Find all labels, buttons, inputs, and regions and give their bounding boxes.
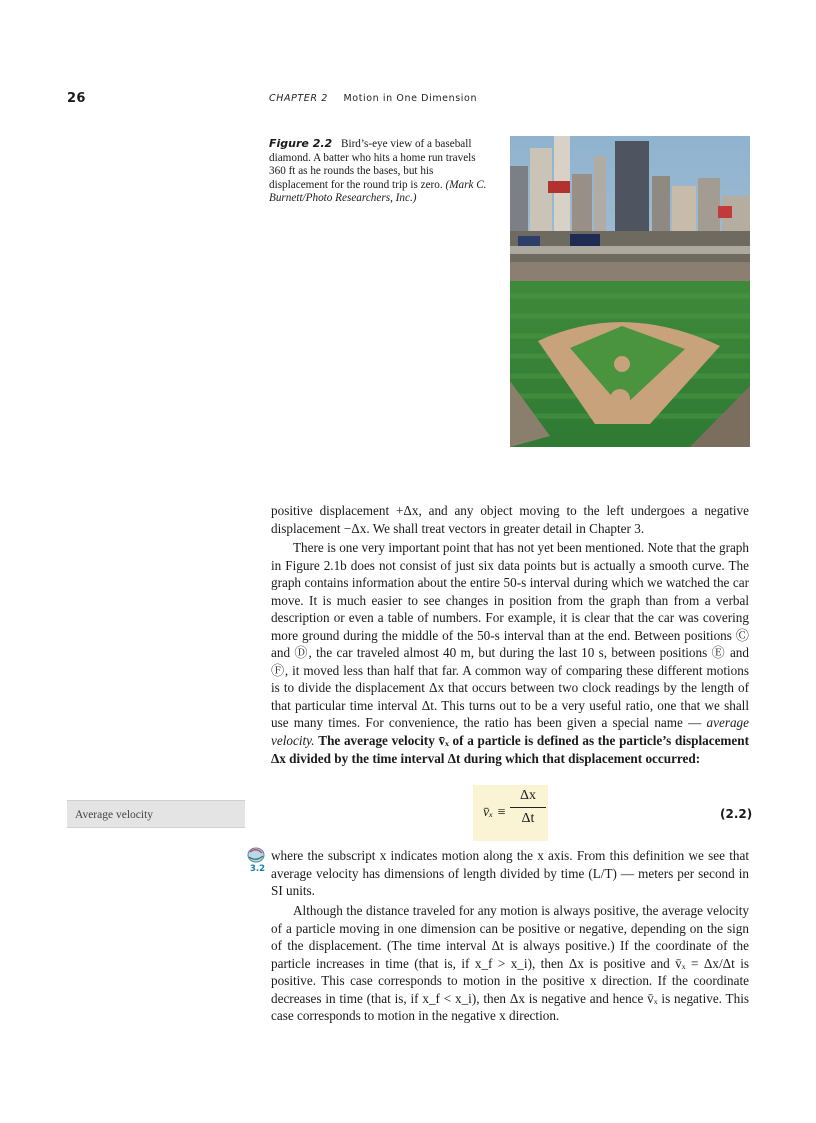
paragraph-4 xyxy=(271,902,749,1025)
equation-numerator: Δx xyxy=(510,788,546,808)
paragraph-3 xyxy=(271,847,749,900)
paragraph-2-text xyxy=(271,539,749,767)
paragraph-4-text: Although the distance traveled for any motion is always positive, the average velocity of a particle moving in one dimension can be positive or negative, depending on the sign of the displacement. (The time interval Δt is always positive.) If the coordinate of the particle increases in time (that is, if x_f > x_i), then Δx is positive and v̄ₓ = Δx/Δt is positive. This case corresponds to motion in the positive x direction. If the coordinate decreases in time (that is, if x_f < x_i), then Δx is negative and hence v̄ₓ is negative. This case corresponds to motion in the negative x direction. xyxy=(271,903,749,1024)
paragraph-3-text: where the subscript x indicates motion along the x axis. From this definition we see that average velocity has dimensions of length divided by time (L/T) — meters per second in SI units. xyxy=(271,848,749,899)
figure-caption-text: Bird’s-eye view of a baseball diamond. A batter who hits a home run travels 360 ft as he rounds the bases, but his displacement for the round trip is zero. xyxy=(269,138,476,191)
equation-fraction xyxy=(510,788,546,827)
page-number: 26 xyxy=(67,91,86,106)
baseball-diamond-photo xyxy=(510,136,750,447)
equation-denominator: Δt xyxy=(521,811,535,826)
paragraph-1-text: positive displacement +Δx, and any object moving to the left undergoes a negative displacement −Δx. We shall treat vectors in greater detail in Chapter 3. xyxy=(271,503,749,536)
chapter-title: Motion in One Dimension xyxy=(343,93,478,104)
web-resource-label: 3.2 xyxy=(250,864,266,874)
equation-lhs: v̄ₓ ≡ xyxy=(483,805,507,820)
figure-label: Figure 2.2 xyxy=(269,137,333,150)
average-velocity-term: average velocity. xyxy=(271,715,749,749)
paragraph-2-main: There is one very important point that has not yet been mentioned. Note that the graph in Figure 2.1b does not consist of just six data points but is actually a smooth curve. The graph contains information about the entire 50-s interval during which we watched the car move. It is much easier to see changes in position from the graph than from a verbal description or even a table of numbers. For example, it is clear that the car was covering more ground during the middle of the 50-s interval than at the end. Between positions Ⓒ and Ⓓ, the car traveled almost 40 m, but during the last 10 s, between positions Ⓔ and Ⓕ, it moved less than half that far. A common way of comparing these different motions is to divide the displacement Δx that occurs between two clock readings by the length of that particular time interval Δt. This turns out to be a very useful ratio, one that we shall use many times. For convenience, the ratio has been given a special name — xyxy=(271,540,749,731)
running-head xyxy=(269,93,477,104)
figure-caption xyxy=(269,137,493,206)
paragraph-2 xyxy=(271,539,749,767)
margin-note: Average velocity xyxy=(67,800,245,828)
paragraph-1 xyxy=(271,502,749,537)
figure-credit: (Mark C. Burnett/Photo Researchers, Inc.) xyxy=(269,178,487,205)
equation-number: (2.2) xyxy=(720,807,753,821)
average-velocity-definition: The average velocity v̄ₓ of a particle is defined as the particle’s displacement Δx divided by the time interval Δt during which that displacement occurred: xyxy=(271,733,749,766)
chapter-label: CHAPTER 2 xyxy=(269,93,328,104)
